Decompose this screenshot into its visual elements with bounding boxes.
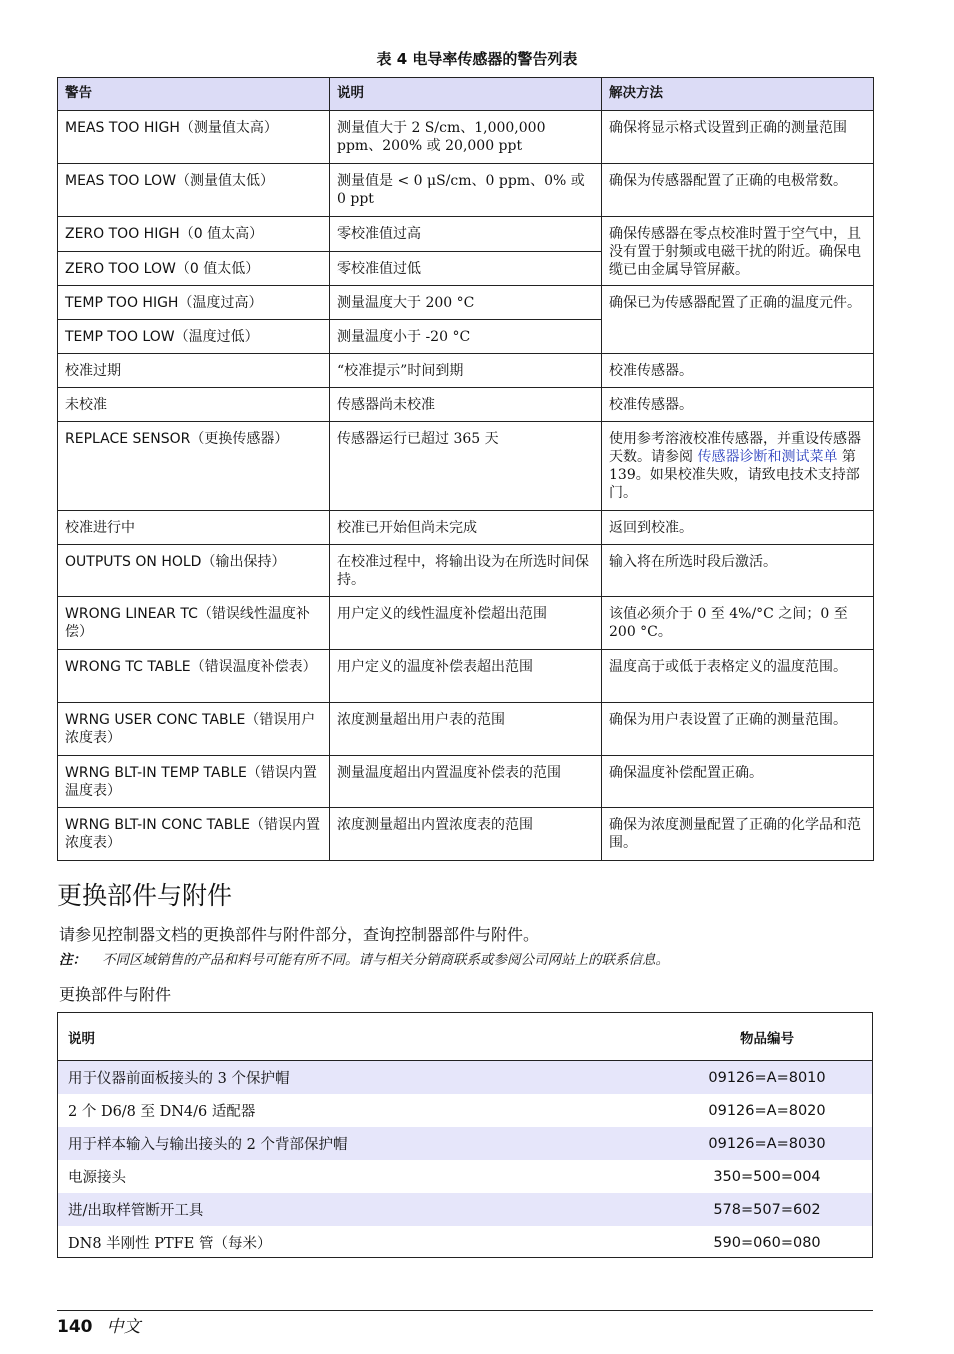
header-item-number: 物品编号	[662, 1013, 872, 1061]
warning-cell: MEAS TOO LOW（测量值太低）	[58, 164, 330, 217]
description-cell: 传感器尚未校准	[330, 388, 602, 422]
description-cell: 传感器运行已超过 365 天	[330, 422, 602, 511]
footer-divider	[57, 1310, 873, 1311]
solution-cell: 温度高于或低于表格定义的温度范围。	[602, 650, 874, 703]
solution-text: 第 139。如果校准失败，请致电技术支持部门。	[609, 449, 860, 501]
table-caption: 表 4 电导率传感器的警告列表	[376, 50, 578, 68]
table-row	[58, 511, 874, 545]
table-row	[58, 286, 874, 320]
parts-row	[58, 1127, 872, 1160]
solution-cell: 确保为传感器配置了正确的电极常数。	[602, 164, 874, 217]
description-cell: 在校准过程中，将输出设为在所选时间保持。	[330, 545, 602, 597]
warning-cell: WRONG TC TABLE（错误温度补偿表）	[58, 650, 330, 703]
solution-cell: 该值必须介于 0 至 4%/°C 之间；0 至 200 °C。	[602, 597, 874, 650]
solution-cell	[602, 422, 874, 511]
description-cell: 用户定义的温度补偿表超出范围	[330, 650, 602, 703]
table-row	[58, 388, 874, 422]
parts-row	[58, 1160, 872, 1193]
warning-cell: REPLACE SENSOR（更换传感器）	[58, 422, 330, 511]
parts-row	[58, 1061, 872, 1095]
description-cell: 测量值是 < 0 μS/cm、0 ppm、0% 或 0 ppt	[330, 164, 602, 217]
parts-table-box	[57, 1012, 873, 1258]
solution-cell: 返回到校准。	[602, 511, 874, 545]
warning-cell: MEAS TOO HIGH（测量值太高）	[58, 111, 330, 164]
part-item-number: 350=500=004	[713, 1168, 821, 1185]
description-cell: 测量温度小于 -20 °C	[330, 320, 602, 354]
solution-cell: 确保已为传感器配置了正确的温度元件。	[602, 286, 874, 354]
parts-row	[58, 1226, 872, 1259]
description-cell: 零校准值过高	[330, 217, 602, 252]
part-item-number: 590=060=080	[713, 1234, 821, 1251]
warning-cell: 校准进行中	[58, 511, 330, 545]
table-header-row	[58, 78, 874, 111]
part-description: 电源接头	[68, 1170, 126, 1186]
table-row	[58, 703, 874, 756]
solution-cell: 确保为浓度测量配置了正确的化学品和范围。	[602, 808, 874, 861]
parts-row	[58, 1193, 872, 1226]
warning-cell: OUTPUTS ON HOLD（输出保持）	[58, 545, 330, 597]
warning-cell: TEMP TOO HIGH（温度过高）	[58, 286, 330, 320]
table-row	[58, 354, 874, 388]
part-description: 用于仪器前面板接头的 3 个保护帽	[58, 1061, 662, 1095]
footer-language: 中文	[106, 1317, 141, 1337]
table-row	[58, 808, 874, 861]
description-cell: 测量温度大于 200 °C	[330, 286, 602, 320]
page-footer	[57, 1312, 141, 1337]
warning-cell: TEMP TOO LOW（温度过低）	[58, 320, 330, 354]
part-description: 2 个 D6/8 至 DN4/6 适配器	[68, 1104, 256, 1120]
solution-cell: 校准传感器。	[602, 354, 874, 388]
table-row	[58, 545, 874, 597]
warning-cell: WRNG BLT-IN TEMP TABLE（错误内置温度表）	[58, 756, 330, 808]
description-cell: 浓度测量超出用户表的范围	[330, 703, 602, 756]
part-item-number: 578=507=602	[662, 1193, 872, 1226]
part-description: 进/出取样管断开工具	[58, 1193, 662, 1226]
parts-header-row	[58, 1013, 872, 1061]
solution-cell: 确保将显示格式设置到正确的测量范围	[602, 111, 874, 164]
table-row	[58, 650, 874, 703]
section-title: 更换部件与附件	[57, 881, 233, 910]
warning-cell: 校准过期	[58, 354, 330, 388]
solution-cell: 确保传感器在零点校准时置于空气中，且没有置于射频或电磁干扰的附近。确保电缆已由金属导管屏蔽。	[602, 217, 874, 286]
description-cell: 校准已开始但尚未完成	[330, 511, 602, 545]
description-cell: “校准提示”时间到期	[330, 354, 602, 388]
table-row	[58, 111, 874, 164]
warning-cell: WRNG BLT-IN CONC TABLE（错误内置浓度表）	[58, 808, 330, 861]
header-description: 说明	[330, 78, 602, 111]
description-cell: 测量温度超出内置温度补偿表的范围	[330, 756, 602, 808]
warning-cell: ZERO TOO LOW（0 值太低）	[58, 251, 330, 286]
note	[59, 948, 669, 968]
solution-text: 使用参考溶液校准传感器，并重设传感器天数。请参阅	[609, 431, 861, 465]
note-label: 注：	[59, 952, 86, 968]
diagnostics-menu-link[interactable]: 传感器诊断和测试菜单	[697, 449, 838, 465]
section-intro: 请参见控制器文档的更换部件与附件部分，查询控制器部件与附件。	[59, 925, 540, 944]
warning-cell: WRNG USER CONC TABLE（错误用户浓度表）	[58, 703, 330, 756]
table-row	[58, 164, 874, 217]
page-number: 140	[57, 1317, 93, 1337]
table-row	[58, 422, 874, 511]
part-item-number: 09126=A=8030	[662, 1127, 872, 1160]
warning-cell: ZERO TOO HIGH（0 值太高）	[58, 217, 330, 252]
warning-cell: 未校准	[58, 388, 330, 422]
solution-cell: 确保为用户表设置了正确的测量范围。	[602, 703, 874, 756]
warning-table	[57, 77, 874, 861]
part-item-number: 09126=A=8020	[708, 1102, 826, 1119]
table-row	[58, 756, 874, 808]
header-solution: 解决方法	[602, 78, 874, 111]
table-row	[58, 217, 874, 252]
solution-cell: 输入将在所选时段后激活。	[602, 545, 874, 597]
note-text: 不同区域销售的产品和料号可能有所不同。请与相关分销商联系或参阅公司网站上的联系信息。	[102, 952, 669, 968]
table-row	[58, 597, 874, 650]
description-cell: 测量值大于 2 S/cm、1,000,000 ppm、200% 或 20,000 ppt	[330, 111, 602, 164]
part-description: 用于样本输入与输出接头的 2 个背部保护帽	[58, 1127, 662, 1160]
solution-cell: 确保温度补偿配置正确。	[602, 756, 874, 808]
description-cell: 零校准值过低	[330, 251, 602, 286]
header-warning: 警告	[58, 78, 330, 111]
description-cell: 浓度测量超出内置浓度表的范围	[330, 808, 602, 861]
warning-cell: WRONG LINEAR TC（错误线性温度补偿）	[58, 597, 330, 650]
part-item-number: 09126=A=8010	[662, 1061, 872, 1095]
description-cell: 用户定义的线性温度补偿超出范围	[330, 597, 602, 650]
part-description: DN8 半刚性 PTFE 管（每米）	[68, 1236, 272, 1252]
header-parts-description: 说明	[58, 1013, 662, 1061]
sub-heading: 更换部件与附件	[59, 985, 172, 1004]
parts-row	[58, 1094, 872, 1127]
solution-cell: 校准传感器。	[602, 388, 874, 422]
parts-table	[58, 1013, 872, 1259]
